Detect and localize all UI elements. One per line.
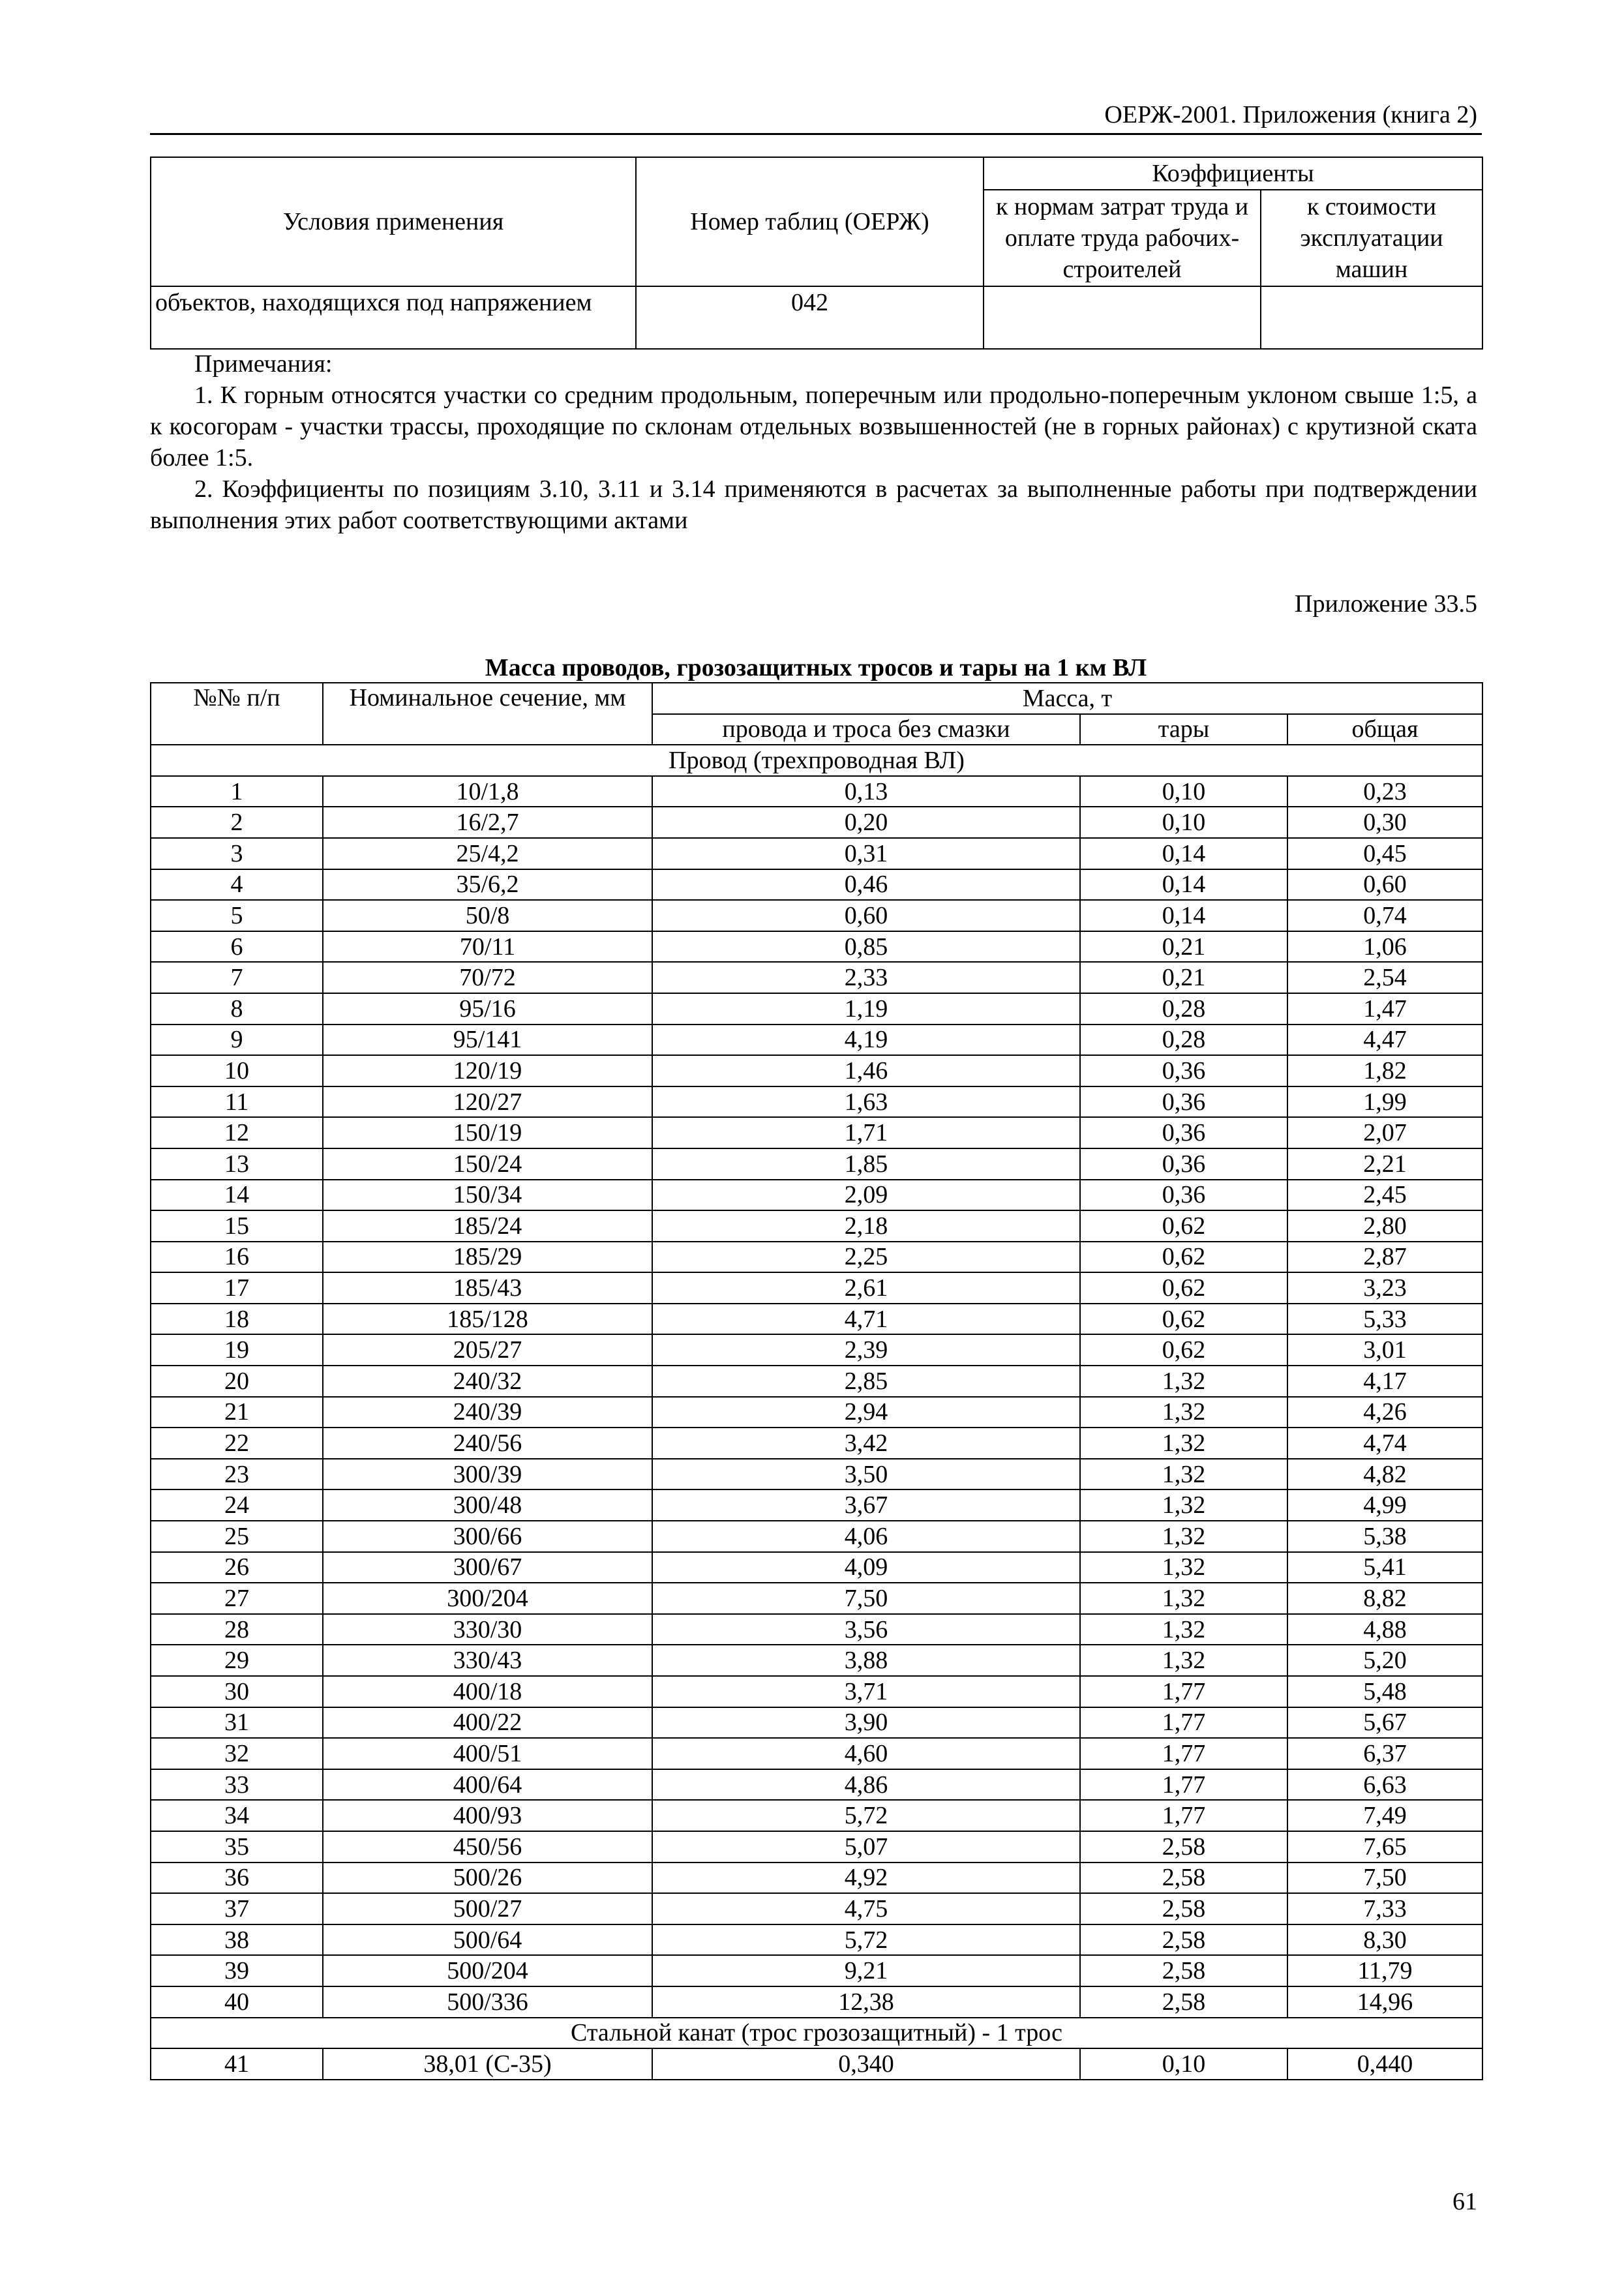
cell-wire-mass: 5,72 <box>652 1924 1080 1956</box>
header-conditions: Условия применения <box>151 157 636 286</box>
cell-section: 300/48 <box>323 1489 652 1521</box>
cell-tare-mass: 0,10 <box>1080 2048 1287 2080</box>
cell-tare-mass: 1,77 <box>1080 1769 1287 1801</box>
note-2: 2. Коэффициенты по позициям 3.10, 3.11 и 3.14 применяются в расчетах за выполненные работы при подтверждении выполнения этих работ соответствующими актами <box>150 475 1477 534</box>
cell-tare-mass: 2,58 <box>1080 1863 1287 1894</box>
cell-tare-mass: 0,62 <box>1080 1210 1287 1242</box>
cell-section: 185/24 <box>323 1210 652 1242</box>
header-machines: к стоимости эксплуатации машин <box>1261 190 1482 286</box>
table-row <box>151 962 1482 993</box>
cell-section: 500/27 <box>323 1893 652 1924</box>
table-row <box>151 1459 1482 1490</box>
table-row <box>151 1676 1482 1707</box>
cell-tare-mass: 0,10 <box>1080 807 1287 838</box>
mass-table-body <box>151 745 1482 2080</box>
cell-tare-mass: 1,77 <box>1080 1676 1287 1707</box>
cell-num: 39 <box>151 1955 323 1986</box>
cell-num: 41 <box>151 2048 323 2080</box>
cell-tare-mass: 0,14 <box>1080 900 1287 931</box>
table-row <box>151 1800 1482 1831</box>
header-rule <box>150 133 1482 135</box>
cell-tare-mass: 1,32 <box>1080 1489 1287 1521</box>
cell-num: 9 <box>151 1025 323 1056</box>
cell-total-mass: 2,54 <box>1287 962 1482 993</box>
cell-total-mass: 3,01 <box>1287 1334 1482 1366</box>
table-row <box>151 1366 1482 1397</box>
cell-wire-mass: 7,50 <box>652 1583 1080 1614</box>
cell-num: 15 <box>151 1210 323 1242</box>
cell-section: 400/18 <box>323 1676 652 1707</box>
cell-section: 300/67 <box>323 1552 652 1583</box>
cell-num: 16 <box>151 1242 323 1273</box>
cell-section: 70/72 <box>323 962 652 993</box>
cell-wire-mass: 3,90 <box>652 1707 1080 1739</box>
table-row <box>151 1334 1482 1366</box>
cell-section: 500/64 <box>323 1924 652 1956</box>
table-row <box>151 2048 1482 2080</box>
cell-num: 18 <box>151 1304 323 1335</box>
cell-total-mass: 7,50 <box>1287 1863 1482 1894</box>
cell-wire-mass: 2,94 <box>652 1397 1080 1428</box>
cell-section: 150/34 <box>323 1180 652 1211</box>
cell-wire-mass: 1,85 <box>652 1148 1080 1180</box>
cell-tare-mass: 1,77 <box>1080 1707 1287 1739</box>
cell-tare-mass: 0,62 <box>1080 1272 1287 1304</box>
table-row <box>151 1180 1482 1211</box>
cell-section: 400/93 <box>323 1800 652 1831</box>
cell-total-mass: 1,99 <box>1287 1086 1482 1118</box>
cell-section: 330/43 <box>323 1645 652 1676</box>
notes <box>150 348 1477 536</box>
table-row <box>151 1397 1482 1428</box>
table-row <box>151 776 1482 807</box>
cell-tare-mass: 0,36 <box>1080 1055 1287 1086</box>
cell-tare-mass: 0,21 <box>1080 931 1287 963</box>
cell-wire-mass: 2,09 <box>652 1180 1080 1211</box>
table-row <box>151 1955 1482 1986</box>
table-row <box>151 1086 1482 1118</box>
cell-section: 150/24 <box>323 1148 652 1180</box>
cell-num: 35 <box>151 1831 323 1863</box>
cell-tare-mass: 1,32 <box>1080 1645 1287 1676</box>
cell-wire-mass: 12,38 <box>652 1986 1080 2018</box>
cell-num: 29 <box>151 1645 323 1676</box>
cell-wire-mass: 2,85 <box>652 1366 1080 1397</box>
table-row <box>151 1769 1482 1801</box>
cell-total-mass: 2,87 <box>1287 1242 1482 1273</box>
cell-total-mass: 2,80 <box>1287 1210 1482 1242</box>
cell-total-mass: 0,45 <box>1287 838 1482 869</box>
table-title: Масса проводов, грозозащитных тросов и тары на 1 км ВЛ <box>485 654 1147 681</box>
cell-num: 27 <box>151 1583 323 1614</box>
cell-total-mass: 5,48 <box>1287 1676 1482 1707</box>
cell-wire-mass: 4,71 <box>652 1304 1080 1335</box>
cell-num: 25 <box>151 1521 323 1552</box>
cell-machines <box>1261 286 1482 349</box>
cell-section: 300/204 <box>323 1583 652 1614</box>
cell-section: 500/204 <box>323 1955 652 1986</box>
table-row <box>151 1645 1482 1676</box>
cell-total-mass: 4,47 <box>1287 1025 1482 1056</box>
cell-total-mass: 0,74 <box>1287 900 1482 931</box>
cell-wire-mass: 4,09 <box>652 1552 1080 1583</box>
cell-wire-mass: 3,67 <box>652 1489 1080 1521</box>
cell-total-mass: 7,33 <box>1287 1893 1482 1924</box>
cell-num: 26 <box>151 1552 323 1583</box>
cell-num: 36 <box>151 1863 323 1894</box>
cell-wire-mass: 1,63 <box>652 1086 1080 1118</box>
table-row <box>151 1242 1482 1273</box>
cell-num: 20 <box>151 1366 323 1397</box>
cell-total-mass: 2,07 <box>1287 1117 1482 1148</box>
cell-num: 30 <box>151 1676 323 1707</box>
cell-tare-mass: 1,32 <box>1080 1428 1287 1459</box>
cell-num: 32 <box>151 1738 323 1769</box>
cell-wire-mass: 1,71 <box>652 1117 1080 1148</box>
cell-section: 16/2,7 <box>323 807 652 838</box>
cell-wire-mass: 0,85 <box>652 931 1080 963</box>
cell-section: 500/26 <box>323 1863 652 1894</box>
cell-section: 70/11 <box>323 931 652 963</box>
cell-section: 330/30 <box>323 1614 652 1645</box>
cell-total-mass: 4,82 <box>1287 1459 1482 1490</box>
cell-tare-mass: 1,32 <box>1080 1614 1287 1645</box>
header-total: общая <box>1287 714 1482 745</box>
cell-total-mass: 5,33 <box>1287 1304 1482 1335</box>
cell-section: 205/27 <box>323 1334 652 1366</box>
cell-num: 31 <box>151 1707 323 1739</box>
cell-wire-mass: 4,92 <box>652 1863 1080 1894</box>
group-title: Стальной канат (трос грозозащитный) - 1 трос <box>151 2018 1482 2049</box>
cell-table-number: 042 <box>636 286 984 349</box>
cell-total-mass: 4,26 <box>1287 1397 1482 1428</box>
cell-tare-mass: 1,77 <box>1080 1738 1287 1769</box>
cell-section: 95/141 <box>323 1025 652 1056</box>
table-row <box>151 1428 1482 1459</box>
cell-wire-mass: 4,06 <box>652 1521 1080 1552</box>
cell-total-mass: 8,82 <box>1287 1583 1482 1614</box>
cell-num: 21 <box>151 1397 323 1428</box>
cell-section: 240/56 <box>323 1428 652 1459</box>
table-row <box>151 1893 1482 1924</box>
table-row <box>151 1863 1482 1894</box>
table-row <box>151 1707 1482 1739</box>
cell-section: 150/19 <box>323 1117 652 1148</box>
table-row <box>151 1924 1482 1956</box>
cell-labor <box>984 286 1261 349</box>
cell-tare-mass: 0,28 <box>1080 1025 1287 1056</box>
cell-num: 17 <box>151 1272 323 1304</box>
cell-tare-mass: 2,58 <box>1080 1955 1287 1986</box>
cell-wire-mass: 0,31 <box>652 838 1080 869</box>
cell-total-mass: 1,82 <box>1287 1055 1482 1086</box>
cell-tare-mass: 2,58 <box>1080 1831 1287 1863</box>
cell-wire-mass: 2,33 <box>652 962 1080 993</box>
header-table-number: Номер таблиц (ОЕРЖ) <box>636 157 984 286</box>
cell-wire-mass: 0,60 <box>652 900 1080 931</box>
cell-section: 500/336 <box>323 1986 652 2018</box>
cell-num: 22 <box>151 1428 323 1459</box>
cell-wire-mass: 1,46 <box>652 1055 1080 1086</box>
cell-wire-mass: 9,21 <box>652 1955 1080 1986</box>
header-labor: к нормам затрат труда и оплате труда рабочих-строителей <box>984 190 1261 286</box>
table-row <box>151 1614 1482 1645</box>
table-row <box>151 1210 1482 1242</box>
cell-total-mass: 4,88 <box>1287 1614 1482 1645</box>
cell-section: 10/1,8 <box>323 776 652 807</box>
cell-wire-mass: 2,61 <box>652 1272 1080 1304</box>
table-row <box>151 1521 1482 1552</box>
cell-tare-mass: 1,32 <box>1080 1552 1287 1583</box>
coefficients-table <box>150 157 1483 350</box>
cell-wire-mass: 5,07 <box>652 1831 1080 1863</box>
cell-section: 300/66 <box>323 1521 652 1552</box>
table-row <box>151 993 1482 1025</box>
cell-section: 95/16 <box>323 993 652 1025</box>
cell-tare-mass: 1,32 <box>1080 1459 1287 1490</box>
table-row <box>151 1831 1482 1863</box>
header-coefficients: Коэффициенты <box>984 157 1482 190</box>
cell-total-mass: 5,41 <box>1287 1552 1482 1583</box>
cell-tare-mass: 0,21 <box>1080 962 1287 993</box>
cell-num: 7 <box>151 962 323 993</box>
table-row <box>151 1272 1482 1304</box>
cell-total-mass: 1,47 <box>1287 993 1482 1025</box>
cell-num: 37 <box>151 1893 323 1924</box>
cell-section: 185/43 <box>323 1272 652 1304</box>
cell-wire-mass: 2,39 <box>652 1334 1080 1366</box>
cell-tare-mass: 0,36 <box>1080 1180 1287 1211</box>
cell-wire-mass: 1,19 <box>652 993 1080 1025</box>
cell-total-mass: 11,79 <box>1287 1955 1482 1986</box>
cell-tare-mass: 0,10 <box>1080 776 1287 807</box>
mass-table <box>150 682 1483 2080</box>
cell-total-mass: 14,96 <box>1287 1986 1482 2018</box>
page-number: 61 <box>1452 2188 1477 2215</box>
table-row <box>151 1304 1482 1335</box>
cell-num: 34 <box>151 1800 323 1831</box>
cell-tare-mass: 0,14 <box>1080 838 1287 869</box>
cell-wire-mass: 3,88 <box>652 1645 1080 1676</box>
cell-num: 14 <box>151 1180 323 1211</box>
cell-wire-mass: 0,13 <box>652 776 1080 807</box>
cell-num: 38 <box>151 1924 323 1956</box>
cell-num: 3 <box>151 838 323 869</box>
table-row <box>151 1738 1482 1769</box>
cell-num: 2 <box>151 807 323 838</box>
cell-wire-mass: 3,71 <box>652 1676 1080 1707</box>
cell-num: 28 <box>151 1614 323 1645</box>
cell-conditions: объектов, находящихся под напряжением <box>151 286 636 349</box>
cell-tare-mass: 0,36 <box>1080 1117 1287 1148</box>
table-row <box>151 1489 1482 1521</box>
cell-num: 6 <box>151 931 323 963</box>
cell-tare-mass: 0,36 <box>1080 1148 1287 1180</box>
cell-total-mass: 0,60 <box>1287 869 1482 901</box>
cell-tare-mass: 0,62 <box>1080 1334 1287 1366</box>
table-row <box>151 1117 1482 1148</box>
cell-total-mass: 1,06 <box>1287 931 1482 963</box>
cell-total-mass: 0,440 <box>1287 2048 1482 2080</box>
cell-num: 1 <box>151 776 323 807</box>
header-num: №№ п/п <box>151 683 323 745</box>
cell-wire-mass: 3,42 <box>652 1428 1080 1459</box>
cell-total-mass: 0,23 <box>1287 776 1482 807</box>
cell-tare-mass: 1,32 <box>1080 1521 1287 1552</box>
cell-section: 240/32 <box>323 1366 652 1397</box>
cell-num: 11 <box>151 1086 323 1118</box>
cell-section: 120/27 <box>323 1086 652 1118</box>
cell-num: 12 <box>151 1117 323 1148</box>
cell-total-mass: 2,45 <box>1287 1180 1482 1211</box>
cell-total-mass: 7,65 <box>1287 1831 1482 1863</box>
table-row <box>151 900 1482 931</box>
group-row <box>151 2018 1482 2049</box>
cell-num: 19 <box>151 1334 323 1366</box>
appendix-label: Приложение 33.5 <box>1295 590 1477 618</box>
cell-total-mass: 4,17 <box>1287 1366 1482 1397</box>
note-1: 1. К горным относятся участки со средним продольным, поперечным или продольно-поперечным уклоном свыше 1:5, а к косогорам - участки трассы, проходящие по склонам отдельных возвышенностей (не в горных районах) с крутизной ската более 1:5. <box>150 382 1477 471</box>
cell-wire-mass: 3,56 <box>652 1614 1080 1645</box>
cell-wire-mass: 4,86 <box>652 1769 1080 1801</box>
cell-section: 50/8 <box>323 900 652 931</box>
table-row <box>151 931 1482 963</box>
header-tare: тары <box>1080 714 1287 745</box>
cell-wire-mass: 0,340 <box>652 2048 1080 2080</box>
table-row <box>151 869 1482 901</box>
cell-tare-mass: 0,62 <box>1080 1304 1287 1335</box>
cell-total-mass: 3,23 <box>1287 1272 1482 1304</box>
table-row <box>151 1148 1482 1180</box>
cell-section: 240/39 <box>323 1397 652 1428</box>
cell-tare-mass: 2,58 <box>1080 1986 1287 2018</box>
cell-section: 400/51 <box>323 1738 652 1769</box>
cell-num: 23 <box>151 1459 323 1490</box>
cell-num: 8 <box>151 993 323 1025</box>
cell-section: 185/29 <box>323 1242 652 1273</box>
cell-tare-mass: 0,14 <box>1080 869 1287 901</box>
notes-label: Примечания: <box>194 350 333 378</box>
cell-tare-mass: 2,58 <box>1080 1893 1287 1924</box>
table-row <box>151 1583 1482 1614</box>
cell-section: 25/4,2 <box>323 838 652 869</box>
cell-total-mass: 6,37 <box>1287 1738 1482 1769</box>
header-wire: провода и троса без смазки <box>652 714 1080 745</box>
cell-section: 450/56 <box>323 1831 652 1863</box>
cell-total-mass: 8,30 <box>1287 1924 1482 1956</box>
cell-wire-mass: 4,19 <box>652 1025 1080 1056</box>
cell-total-mass: 5,67 <box>1287 1707 1482 1739</box>
table-row <box>151 1025 1482 1056</box>
cell-wire-mass: 5,72 <box>652 1800 1080 1831</box>
cell-section: 400/64 <box>323 1769 652 1801</box>
cell-tare-mass: 1,32 <box>1080 1583 1287 1614</box>
table-row <box>151 1552 1482 1583</box>
table-row <box>151 807 1482 838</box>
cell-num: 33 <box>151 1769 323 1801</box>
cell-tare-mass: 1,32 <box>1080 1397 1287 1428</box>
running-header: ОЕРЖ-2001. Приложения (книга 2) <box>1104 101 1477 128</box>
header-section: Номинальное сечение, мм <box>323 683 652 745</box>
cell-total-mass: 2,21 <box>1287 1148 1482 1180</box>
table-row <box>151 286 1482 349</box>
table-row <box>151 1986 1482 2018</box>
cell-tare-mass: 1,32 <box>1080 1366 1287 1397</box>
group-row <box>151 745 1482 776</box>
cell-tare-mass: 1,77 <box>1080 1800 1287 1831</box>
cell-wire-mass: 4,75 <box>652 1893 1080 1924</box>
cell-section: 120/19 <box>323 1055 652 1086</box>
cell-num: 24 <box>151 1489 323 1521</box>
cell-num: 10 <box>151 1055 323 1086</box>
cell-wire-mass: 4,60 <box>652 1738 1080 1769</box>
cell-num: 40 <box>151 1986 323 2018</box>
cell-wire-mass: 2,25 <box>652 1242 1080 1273</box>
cell-section: 400/22 <box>323 1707 652 1739</box>
cell-wire-mass: 0,46 <box>652 869 1080 901</box>
cell-total-mass: 5,38 <box>1287 1521 1482 1552</box>
table-row <box>151 838 1482 869</box>
cell-wire-mass: 3,50 <box>652 1459 1080 1490</box>
cell-tare-mass: 2,58 <box>1080 1924 1287 1956</box>
cell-section: 185/128 <box>323 1304 652 1335</box>
cell-total-mass: 0,30 <box>1287 807 1482 838</box>
cell-section: 35/6,2 <box>323 869 652 901</box>
cell-wire-mass: 2,18 <box>652 1210 1080 1242</box>
header-mass: Масса, т <box>652 683 1482 714</box>
cell-num: 4 <box>151 869 323 901</box>
cell-total-mass: 5,20 <box>1287 1645 1482 1676</box>
cell-section: 38,01 (С-35) <box>323 2048 652 2080</box>
cell-total-mass: 6,63 <box>1287 1769 1482 1801</box>
cell-wire-mass: 0,20 <box>652 807 1080 838</box>
table-row <box>151 1055 1482 1086</box>
cell-tare-mass: 0,36 <box>1080 1086 1287 1118</box>
cell-num: 5 <box>151 900 323 931</box>
cell-total-mass: 7,49 <box>1287 1800 1482 1831</box>
cell-tare-mass: 0,62 <box>1080 1242 1287 1273</box>
cell-total-mass: 4,74 <box>1287 1428 1482 1459</box>
cell-tare-mass: 0,28 <box>1080 993 1287 1025</box>
group-title: Провод (трехпроводная ВЛ) <box>151 745 1482 776</box>
cell-total-mass: 4,99 <box>1287 1489 1482 1521</box>
cell-section: 300/39 <box>323 1459 652 1490</box>
cell-num: 13 <box>151 1148 323 1180</box>
